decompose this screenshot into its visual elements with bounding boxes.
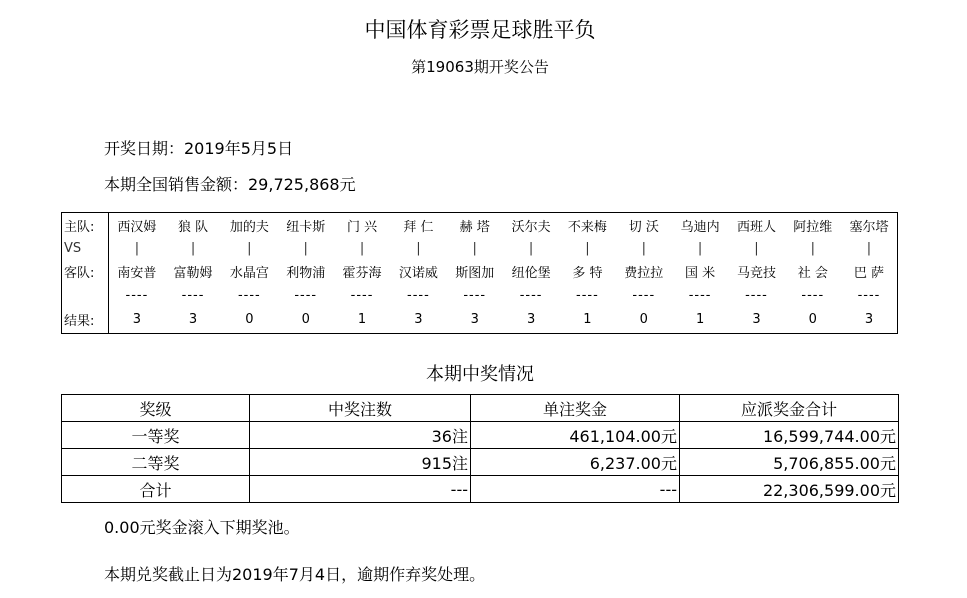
match-result: 3 bbox=[752, 312, 761, 328]
away-team: 国 米 bbox=[685, 266, 716, 282]
total-prize: 22,306,599.00元 bbox=[680, 476, 899, 503]
match-result: 0 bbox=[639, 312, 648, 328]
home-team: 不来梅 bbox=[567, 219, 607, 235]
unit-prize: --- bbox=[471, 476, 680, 503]
home-team: 门 兴 bbox=[346, 219, 378, 235]
home-team: 西班人 bbox=[736, 219, 776, 235]
winner-count: 915注 bbox=[250, 449, 471, 476]
match-result: 0 bbox=[245, 312, 254, 328]
home-team: 阿拉维 bbox=[793, 219, 833, 235]
dash-mark: ---- bbox=[125, 287, 149, 303]
vs-label: VS bbox=[62, 237, 109, 259]
dash-mark: ---- bbox=[181, 287, 205, 303]
prize-level: 一等奖 bbox=[62, 422, 250, 449]
page-title: 中国体育彩票足球胜平负 bbox=[364, 18, 596, 42]
match-result: 3 bbox=[864, 312, 874, 328]
deadline-note: 本期兑奖截止日为2019年7月4日，逾期作弃奖处理。 bbox=[104, 565, 486, 584]
dash-mark: ---- bbox=[745, 287, 768, 303]
home-label: 主队: bbox=[62, 213, 109, 238]
away-team-row bbox=[62, 260, 898, 284]
vs-mark: | bbox=[697, 241, 703, 257]
match-result: 1 bbox=[357, 312, 367, 328]
unit-prize: 461,104.00元 bbox=[471, 422, 680, 449]
dash-mark: ---- bbox=[294, 287, 318, 303]
away-team: 斯图加 bbox=[455, 266, 495, 282]
match-result: 1 bbox=[583, 312, 592, 328]
vs-mark: | bbox=[866, 241, 872, 257]
header-count: 中奖注数 bbox=[250, 395, 471, 422]
result-label: 结果: bbox=[62, 307, 109, 334]
result-row bbox=[62, 307, 898, 334]
match-table bbox=[61, 212, 898, 334]
match-result: 3 bbox=[132, 312, 142, 328]
vs-row bbox=[62, 237, 898, 259]
away-team: 费拉拉 bbox=[624, 266, 664, 282]
prize-total-row bbox=[62, 476, 899, 503]
dash-mark: ---- bbox=[576, 287, 599, 303]
total-prize: 5,706,855.00元 bbox=[680, 449, 899, 476]
home-team: 乌迪内 bbox=[680, 219, 720, 235]
away-team: 水晶宫 bbox=[229, 266, 269, 282]
issue-subtitle: 第19063期开奖公告 bbox=[411, 58, 549, 76]
away-team: 巴 萨 bbox=[853, 266, 885, 282]
dash-mark: ---- bbox=[688, 287, 712, 303]
prize-header-row bbox=[62, 395, 899, 422]
away-team: 霍芬海 bbox=[342, 266, 382, 282]
match-result: 3 bbox=[526, 312, 536, 328]
match-result: 3 bbox=[414, 312, 423, 328]
vs-mark: | bbox=[754, 241, 759, 257]
vs-mark: | bbox=[247, 241, 252, 257]
away-team: 纽伦堡 bbox=[511, 266, 551, 282]
away-team: 马竞技 bbox=[736, 266, 776, 282]
dash-mark: ---- bbox=[463, 287, 487, 303]
prize-level: 二等奖 bbox=[62, 449, 250, 476]
prize-table bbox=[61, 394, 899, 503]
home-team: 西汉姆 bbox=[117, 219, 157, 235]
vs-mark: | bbox=[528, 241, 534, 257]
away-team: 南安普 bbox=[117, 266, 157, 282]
unit-prize: 6,237.00元 bbox=[471, 449, 680, 476]
away-team: 利物浦 bbox=[286, 266, 326, 282]
home-team: 塞尔塔 bbox=[849, 219, 889, 235]
match-result: 3 bbox=[470, 312, 479, 328]
prize-section-title: 本期中奖情况 bbox=[426, 364, 534, 385]
dash-mark: ---- bbox=[857, 287, 881, 303]
prize-row bbox=[62, 422, 899, 449]
match-result: 1 bbox=[695, 312, 705, 328]
dash-mark: ---- bbox=[237, 287, 261, 303]
header-level: 奖级 bbox=[62, 395, 250, 422]
home-team: 狼 队 bbox=[177, 219, 209, 235]
home-team-row bbox=[62, 213, 898, 238]
vs-mark: | bbox=[472, 241, 477, 257]
dash-label-cell bbox=[62, 284, 109, 306]
vs-mark: | bbox=[641, 241, 646, 257]
away-team: 社 会 bbox=[797, 266, 828, 282]
home-team: 赫 塔 bbox=[459, 219, 490, 235]
dash-mark: ---- bbox=[519, 287, 543, 303]
match-result: 3 bbox=[188, 312, 198, 328]
vs-mark: | bbox=[190, 241, 196, 257]
home-team: 沃尔夫 bbox=[511, 219, 551, 235]
away-label: 客队: bbox=[62, 260, 109, 284]
header-total: 应派奖金合计 bbox=[680, 395, 899, 422]
home-team: 加的夫 bbox=[229, 219, 269, 235]
sales-amount: 本期全国销售金额：29,725,868元 bbox=[104, 175, 356, 194]
total-prize: 16,599,744.00元 bbox=[680, 422, 899, 449]
vs-mark: | bbox=[810, 241, 815, 257]
away-team: 富勒姆 bbox=[173, 266, 213, 282]
match-result: 0 bbox=[301, 312, 310, 328]
dash-mark: ---- bbox=[632, 287, 656, 303]
vs-mark: | bbox=[134, 241, 140, 257]
vs-mark: | bbox=[303, 241, 308, 257]
prize-level: 合计 bbox=[62, 476, 250, 503]
dash-mark: ---- bbox=[801, 287, 825, 303]
away-team: 汉诺威 bbox=[398, 266, 438, 282]
vs-mark: | bbox=[359, 241, 365, 257]
home-team: 拜 仁 bbox=[403, 219, 434, 235]
winner-count: 36注 bbox=[250, 422, 471, 449]
match-result: 0 bbox=[808, 312, 817, 328]
rollover-note: 0.00元奖金滚入下期奖池。 bbox=[104, 518, 300, 537]
away-team: 多 特 bbox=[572, 266, 603, 282]
header-unit: 单注奖金 bbox=[471, 395, 680, 422]
vs-mark: | bbox=[416, 241, 421, 257]
draw-date: 开奖日期：2019年5月5日 bbox=[104, 139, 294, 158]
prize-row bbox=[62, 449, 899, 476]
dash-mark: ---- bbox=[407, 287, 430, 303]
winner-count: --- bbox=[250, 476, 471, 503]
home-team: 切 沃 bbox=[628, 219, 659, 235]
home-team: 纽卡斯 bbox=[286, 219, 326, 235]
dash-mark: ---- bbox=[350, 287, 374, 303]
dash-row bbox=[62, 284, 898, 306]
vs-mark: | bbox=[585, 241, 590, 257]
